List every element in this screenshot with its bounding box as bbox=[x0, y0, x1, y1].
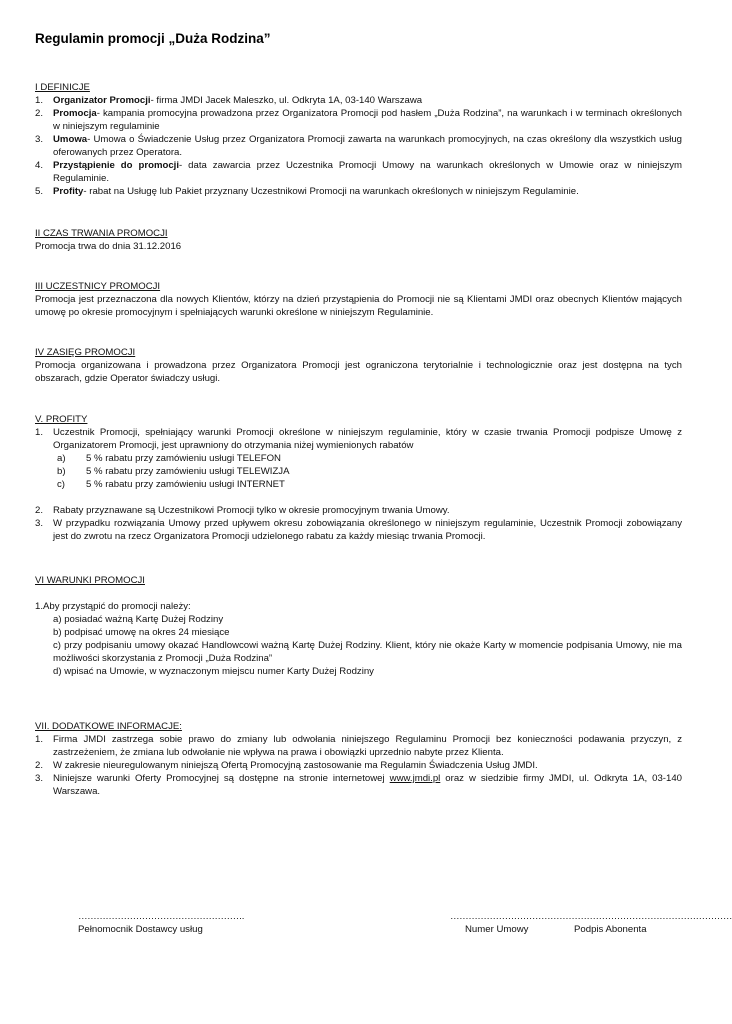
sub-text: 5 % rabatu przy zamówieniu usługi TELEFON bbox=[86, 453, 281, 464]
definition-text: - Umowa o Świadczenie Usług przez Organizatora Promocji zawarta na warunkach promocyjnych, na czas określony dla wszystkich usług oferowanych przez Operatora. bbox=[53, 134, 682, 158]
item-text: W zakresie nieuregulowanym niniejszą Ofertą Promocyjną zastosowanie ma Regulamin Świadczenia Usług JMDI. bbox=[53, 760, 538, 771]
item-text: Firma JMDI zastrzega sobie prawo do zmiany lub odwołania niniejszego Regulaminu Promocji bez konieczności podawania przyczyn, z zastrzeżeniem, że zmiana lub odwołanie nie wpływa na prawa i obowiązki uprzednio nabyte przez Klienta. bbox=[53, 734, 682, 758]
list-item bbox=[35, 185, 682, 198]
spacer bbox=[35, 587, 682, 600]
item-number: 3. bbox=[35, 773, 44, 784]
website-link[interactable]: www.jmdi.pl bbox=[389, 773, 441, 784]
condition-line: d) wpisać na Umowie, w wyznaczonym miejscu numer Karty Dużej Rodziny bbox=[53, 666, 374, 677]
section-heading: VI WARUNKI PROMOCJI bbox=[35, 575, 145, 586]
item-number: 2. bbox=[35, 505, 44, 516]
section-benefits bbox=[35, 413, 682, 543]
term: Umowa bbox=[53, 134, 88, 145]
definition-text: - kampania promocyjna prowadzona przez Organizatora Promocji pod hasłem „Duża Rodzina”, na warunkach i w terminach określonych w niniejszym regulaminie bbox=[53, 108, 682, 132]
item-number: 1. bbox=[35, 95, 44, 106]
spacer bbox=[35, 491, 682, 504]
section-duration bbox=[35, 227, 682, 253]
signature-line: ………………………………………………………………………………… bbox=[450, 911, 732, 922]
section-heading: IV ZASIĘG PROMOCJI bbox=[35, 347, 136, 358]
section-heading: III UCZESTNICY PROMOCJI bbox=[35, 281, 161, 292]
item-text: W przypadku rozwiązania Umowy przed upływem okresu zobowiązania określonego w niniejszym regulaminie, Uczestnik Promocji zobowiązany jest do zwrotu na rzecz Organizatora Promocji udzielonego rabatu za każdy miesiąc trwania Promocji. bbox=[53, 518, 682, 542]
additional-info-list bbox=[35, 733, 682, 798]
sub-number: b) bbox=[57, 466, 66, 477]
list-item bbox=[35, 517, 682, 543]
document-title: Regulamin promocji „Duża Rodzina” bbox=[35, 31, 271, 46]
contract-number-label: Numer Umowy bbox=[465, 924, 529, 935]
section-text: Promocja jest przeznaczona dla nowych Klientów, którzy na dzień przystąpienia do Promocji nie są Klientami JMDI oraz obecnych Klientów mających umowę po okresie promocyjnym i spełniających warunki określone w niniejszym Regulaminie. bbox=[35, 294, 682, 318]
subscriber-signature-label: Podpis Abonenta bbox=[574, 924, 647, 935]
item-number: 2. bbox=[35, 108, 44, 119]
section-heading: II CZAS TRWANIA PROMOCJI bbox=[35, 228, 168, 239]
definition-text: - rabat na Usługę lub Pakiet przyznany Uczestnikowi Promocji na warunkach określonych w niniejszym Regulaminie. bbox=[83, 186, 579, 197]
sub-number: c) bbox=[57, 479, 65, 490]
section-conditions bbox=[35, 574, 682, 678]
term: Profity bbox=[53, 186, 84, 197]
discount-item bbox=[35, 478, 682, 491]
item-text: oraz w siedzibie firmy JMDI, ul. Odkryta 1A, 03-140 Warszawa. bbox=[53, 773, 683, 797]
sub-number: a) bbox=[57, 453, 66, 464]
list-item bbox=[35, 94, 682, 107]
term: Organizator Promocji bbox=[53, 95, 151, 106]
sub-text: 5 % rabatu przy zamówieniu usługi INTERNET bbox=[86, 479, 285, 490]
signature-right bbox=[450, 910, 732, 936]
sub-text: 5 % rabatu przy zamówieniu usługi TELEWIZJA bbox=[86, 466, 290, 477]
item-text: Niniejsze warunki Oferty Promocyjnej są dostępne na stronie internetowej bbox=[53, 773, 390, 784]
section-participants bbox=[35, 280, 682, 319]
discount-item bbox=[35, 465, 682, 478]
list-item bbox=[35, 504, 682, 517]
signature-labels bbox=[450, 923, 660, 936]
item-number: 2. bbox=[35, 760, 44, 771]
term: Promocja bbox=[53, 108, 97, 119]
discount-item bbox=[35, 452, 682, 465]
item-number: 1. bbox=[35, 734, 44, 745]
term: Przystąpienie do promocji bbox=[53, 160, 179, 171]
condition-line: c) przy podpisaniu umowy okazać Handlowcowi ważną Kartę Dużej Rodziny. Klient, który nie okaże Karty w momencie podpisania Umowy, nie ma możliwości skorzystania z Promocji „Duża Rodzina” bbox=[53, 640, 682, 664]
list-item bbox=[35, 107, 682, 133]
conditions-intro: 1.Aby przystąpić do promocji należy: bbox=[35, 601, 191, 612]
signature-line: ………………………………………………. bbox=[78, 911, 244, 922]
section-heading: VII. DODATKOWE INFORMACJE: bbox=[35, 721, 182, 732]
section-definitions bbox=[35, 81, 682, 198]
condition-line: a) posiadać ważną Kartę Dużej Rodziny bbox=[53, 614, 224, 625]
list-item bbox=[35, 159, 682, 185]
item-number: 1. bbox=[35, 427, 44, 438]
list-item bbox=[35, 733, 682, 759]
signature-label: Pełnomocnik Dostawcy usług bbox=[78, 924, 203, 935]
item-number: 4. bbox=[35, 160, 44, 171]
section-scope bbox=[35, 346, 682, 385]
item-text: Rabaty przyznawane są Uczestnikowi Promocji tylko w okresie promocyjnym trwania Umowy. bbox=[53, 505, 450, 516]
section-text: Promocja organizowana i prowadzona przez Organizatora Promocji jest ograniczona terytorialnie i technologicznie oraz jest dostępna na tych obszarach, gdzie Operator świadczy usługi. bbox=[35, 360, 682, 384]
benefits-list bbox=[35, 426, 682, 543]
list-item bbox=[35, 133, 682, 159]
signature-left bbox=[78, 910, 244, 936]
item-text: Uczestnik Promocji, spełniający warunki Promocji określone w niniejszym regulaminie, który w czasie trwania Promocji podpisze Umowę z Organizatorem Promocji, jest uprawniony do otrzymania niżej wymienionych rabatów bbox=[53, 427, 682, 451]
section-text: Promocja trwa do dnia 31.12.2016 bbox=[35, 241, 182, 252]
list-item bbox=[35, 759, 682, 772]
definition-text: - firma JMDI Jacek Maleszko, ul. Odkryta 1A, 03-140 Warszawa bbox=[150, 95, 423, 106]
list-item bbox=[35, 772, 682, 798]
list-item bbox=[35, 426, 682, 452]
item-number: 5. bbox=[35, 186, 44, 197]
definitions-list bbox=[35, 94, 682, 198]
section-additional-info bbox=[35, 720, 682, 798]
definition-text: - data zawarcia przez Uczestnika Promocji Umowy na warunkach określonych w Umowie oraz w niniejszym Regulaminie. bbox=[53, 160, 682, 184]
section-heading: V. PROFITY bbox=[35, 414, 88, 425]
section-heading: I DEFINICJE bbox=[35, 82, 90, 93]
item-number: 3. bbox=[35, 134, 44, 145]
condition-line: b) podpisać umowę na okres 24 miesiące bbox=[53, 627, 230, 638]
item-number: 3. bbox=[35, 518, 44, 529]
